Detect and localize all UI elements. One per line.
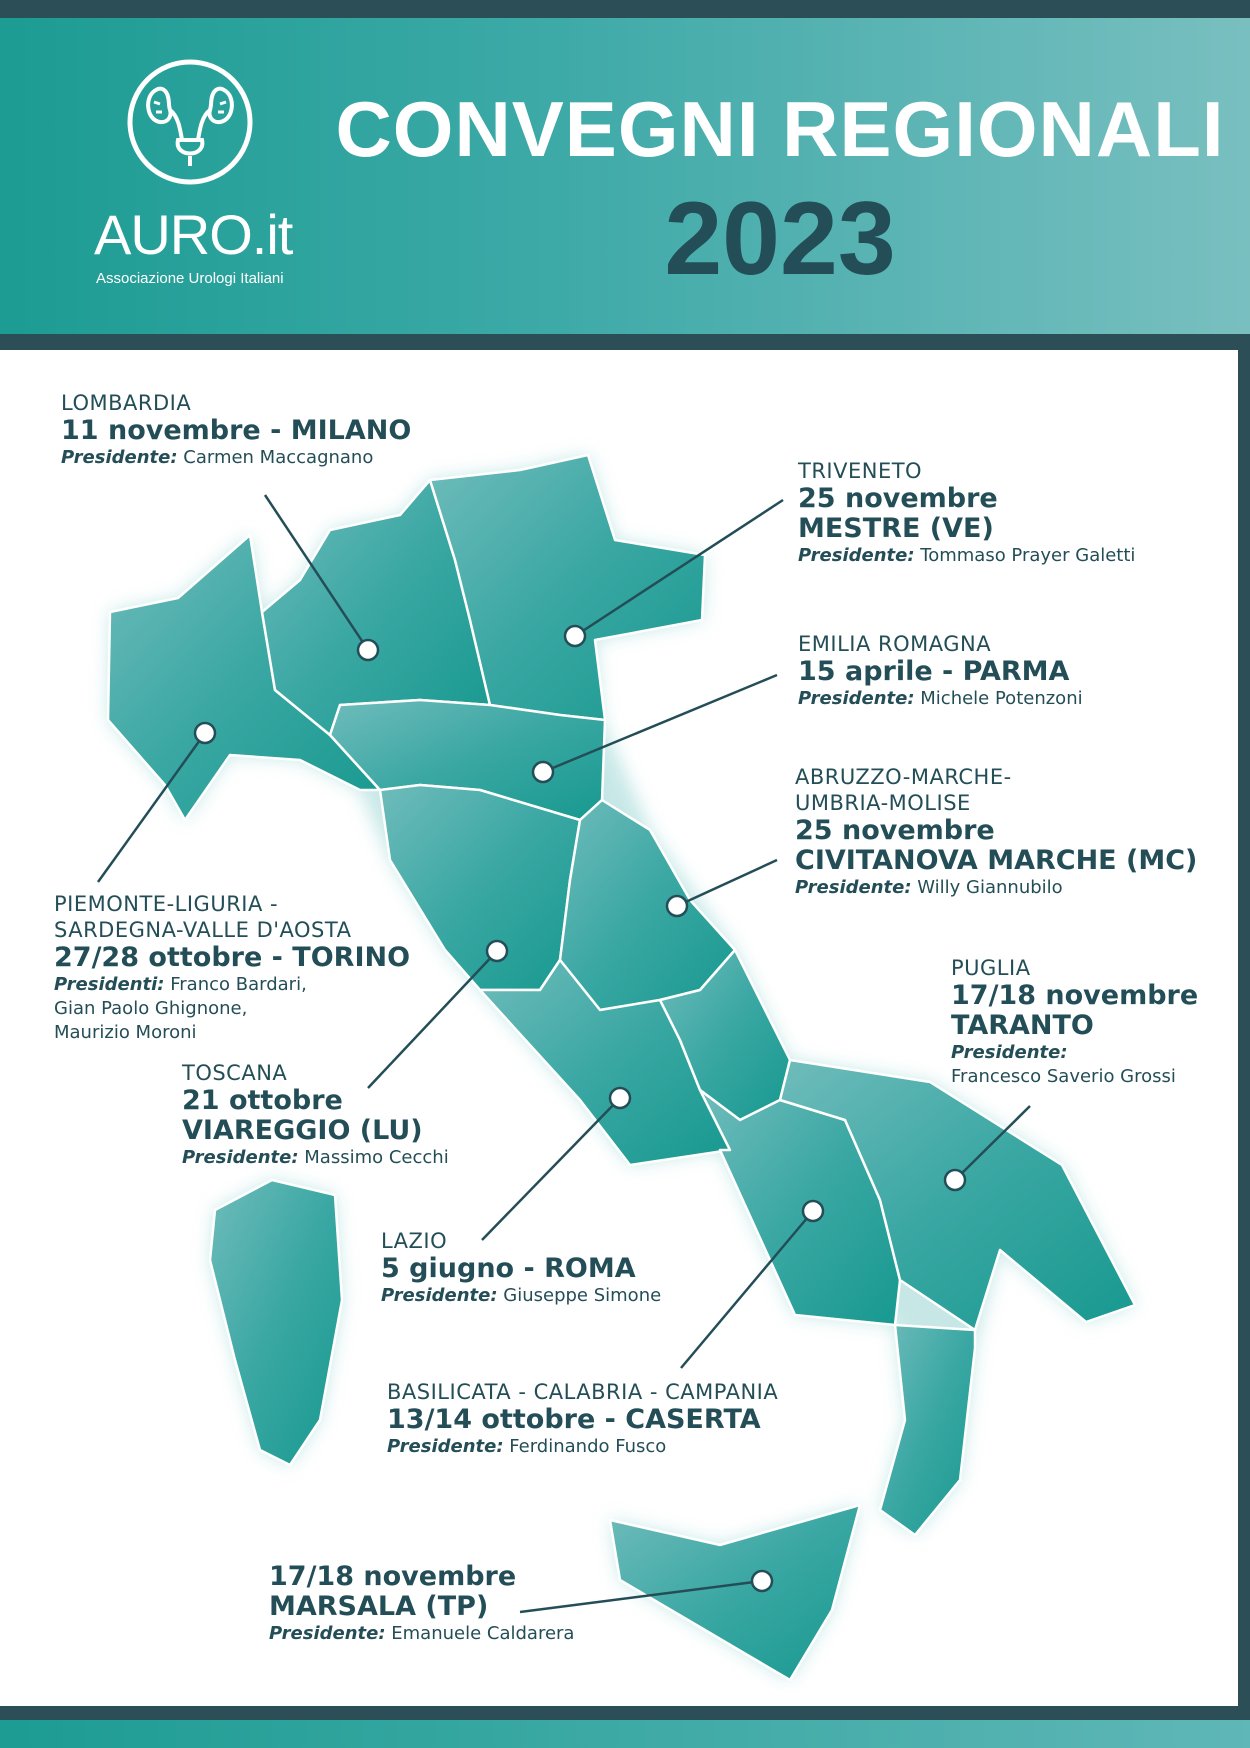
region-name-line1: ABRUZZO-MARCHE-	[795, 765, 1012, 789]
region-calabria	[880, 1325, 975, 1535]
event-date-city: 15 aprile - PARMA	[798, 656, 1070, 687]
president: Presidente: Ferdinando Fusco	[387, 1436, 667, 1457]
pin-milano	[358, 640, 378, 660]
event-date: 25 novembre	[795, 815, 995, 846]
region-name-line2: SARDEGNA-VALLE D'AOSTA	[54, 918, 352, 942]
event-campania	[387, 1379, 778, 1459]
event-puglia	[951, 955, 1198, 1089]
event-piemonte-liguria	[54, 891, 410, 1045]
event-date-city: 11 novembre - MILANO	[61, 415, 412, 446]
event-date-city: 27/28 ottobre - TORINO	[54, 942, 411, 973]
region-name: LOMBARDIA	[61, 391, 192, 415]
page-title: CONVEGNI REGIONALI	[335, 85, 1225, 173]
region-name: BASILICATA - CALABRIA - CAMPANIA	[387, 1380, 779, 1404]
president-line3: Maurizio Moroni	[54, 1022, 197, 1043]
event-city: TARANTO	[951, 1010, 1094, 1041]
event-date: 17/18 novembre	[269, 1561, 517, 1592]
president-label: Presidente:	[951, 1042, 1068, 1063]
president: Francesco Saverio Grossi	[951, 1066, 1176, 1087]
pin-marsala	[752, 1571, 772, 1591]
president: Presidente: Carmen Maccagnano	[61, 447, 374, 468]
region-name: LAZIO	[381, 1229, 448, 1253]
event-abruzzo-marche	[795, 764, 1197, 900]
event-city: MARSALA (TP)	[269, 1591, 489, 1622]
pin-parma	[533, 762, 553, 782]
region-name-line2: UMBRIA-MOLISE	[795, 791, 971, 815]
event-toscana	[182, 1060, 449, 1170]
president: Presidente: Tommaso Prayer Galetti	[798, 545, 1136, 566]
pin-viareggio	[487, 941, 507, 961]
region-name: EMILIA ROMAGNA	[798, 632, 992, 656]
logo-name: AURO.it	[94, 203, 293, 266]
region-sicilia	[610, 1505, 860, 1680]
event-sicilia	[269, 1562, 574, 1646]
pin-caserta	[803, 1201, 823, 1221]
pin-mestre	[565, 626, 585, 646]
event-lazio	[381, 1228, 661, 1308]
region-name: PUGLIA	[951, 956, 1031, 980]
event-date: 17/18 novembre	[951, 980, 1199, 1011]
footer-divider	[0, 1706, 1250, 1720]
kidneys-bladder-icon	[126, 58, 254, 186]
logo-subtitle: Associazione Urologi Italiani	[96, 270, 284, 287]
president: Presidente: Giuseppe Simone	[381, 1285, 662, 1306]
event-date-city: 13/14 ottobre - CASERTA	[387, 1404, 761, 1435]
event-city: VIAREGGIO (LU)	[182, 1115, 423, 1146]
top-bar	[0, 0, 1250, 18]
event-date-city: 5 giugno - ROMA	[381, 1253, 636, 1284]
event-city: MESTRE (VE)	[798, 513, 994, 544]
event-date: 25 novembre	[798, 483, 998, 514]
pin-torino	[195, 723, 215, 743]
header-divider	[0, 334, 1250, 350]
president: Presidente: Michele Potenzoni	[798, 688, 1083, 709]
page-year: 2023	[664, 181, 896, 297]
event-triveneto	[798, 458, 1135, 568]
event-date: 21 ottobre	[182, 1085, 343, 1116]
president: Presidente: Massimo Cecchi	[182, 1147, 449, 1168]
region-name-line1: PIEMONTE-LIGURIA -	[54, 892, 279, 916]
event-emilia-romagna	[798, 631, 1083, 711]
president-line2: Gian Paolo Ghignone,	[54, 998, 248, 1019]
president: Presidente: Emanuele Caldarera	[269, 1623, 575, 1644]
region-sardegna	[210, 1180, 342, 1465]
pin-civitanova	[667, 896, 687, 916]
event-lombardia	[61, 390, 411, 470]
event-city: CIVITANOVA MARCHE (MC)	[795, 845, 1198, 876]
footer-banner	[0, 1720, 1250, 1748]
pin-roma	[610, 1088, 630, 1108]
pin-taranto	[945, 1170, 965, 1190]
president: Presidenti: Franco Bardari,	[54, 974, 307, 995]
region-name: TOSCANA	[182, 1061, 288, 1085]
president: Presidente: Willy Giannubilo	[795, 877, 1063, 898]
region-name: TRIVENETO	[798, 459, 923, 483]
